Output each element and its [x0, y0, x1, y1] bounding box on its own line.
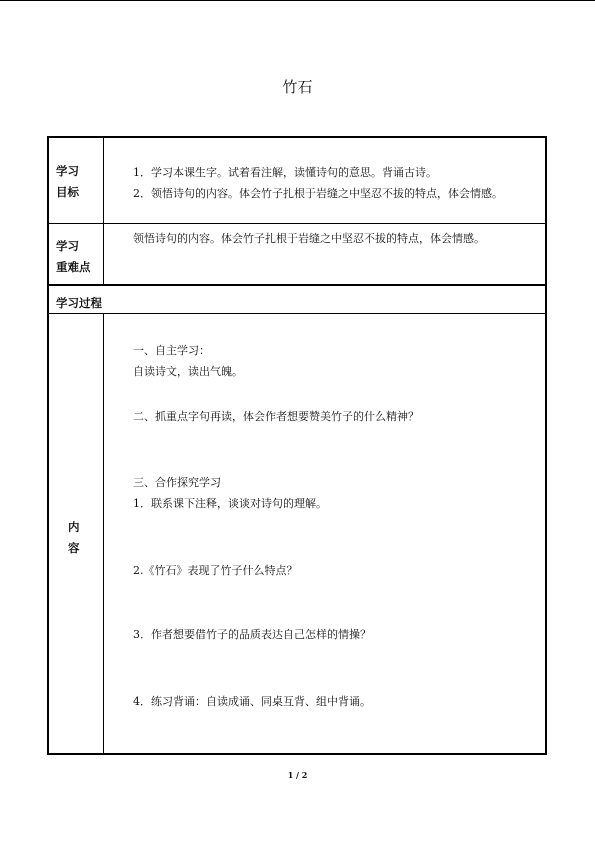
process-label: 学习过程	[56, 296, 102, 310]
table-border-bottom	[47, 753, 547, 755]
goals-item-1: 1．学习本课生字。试着看注解，读懂诗句的意思。背诵古诗。	[133, 166, 437, 179]
table-border-top	[47, 136, 547, 138]
goals-label-line2: 目标	[56, 185, 79, 199]
table-border-left	[47, 136, 49, 755]
page-number: 1 / 2	[287, 770, 308, 780]
content-line-3: 二、抓重点字句再读，体会作者想要赞美竹子的什么精神？	[133, 410, 419, 423]
page-title: 竹石	[282, 78, 313, 96]
content-line-7: 3．作者想要借竹子的品质表达自己怎样的情操？	[133, 628, 371, 641]
content-line-4: 三、合作探究学习	[133, 476, 221, 489]
content-line-8: 4．练习背诵：自读成诵、同桌互背、组中背诵。	[133, 695, 371, 708]
row-divider-3	[47, 313, 547, 314]
content-line-6: 2.《竹石》表现了竹子什么特点？	[133, 564, 298, 577]
row-divider-2	[47, 284, 547, 286]
focus-label	[56, 236, 91, 278]
top-rule	[0, 0, 595, 1]
table-border-right	[545, 136, 547, 755]
focus-text: 领悟诗句的内容。体会竹子扎根于岩缝之中坚忍不拔的特点，体会情感。	[133, 232, 485, 245]
content-line-5: 1．联系课下注释，谈谈对诗句的理解。	[133, 497, 327, 510]
content-line-2: 自读诗文，读出气魄。	[133, 365, 243, 378]
lesson-table	[47, 136, 547, 755]
goals-label-line1: 学习	[56, 164, 79, 178]
goals-item-2: 2．领悟诗句的内容。体会竹子扎根于岩缝之中坚忍不拔的特点，体会情感。	[133, 187, 503, 200]
row-divider-1	[47, 223, 547, 224]
col-divider-goals	[103, 136, 104, 285]
content-line-1: 一、自主学习：	[133, 344, 210, 357]
col-divider-content	[103, 313, 104, 754]
focus-label-line1: 学习	[56, 239, 79, 253]
content-label-line1: 内	[68, 520, 80, 534]
content-label	[68, 517, 80, 559]
goals-label	[56, 161, 79, 203]
focus-label-line2: 重难点	[56, 260, 91, 274]
content-label-line2: 容	[68, 541, 80, 555]
